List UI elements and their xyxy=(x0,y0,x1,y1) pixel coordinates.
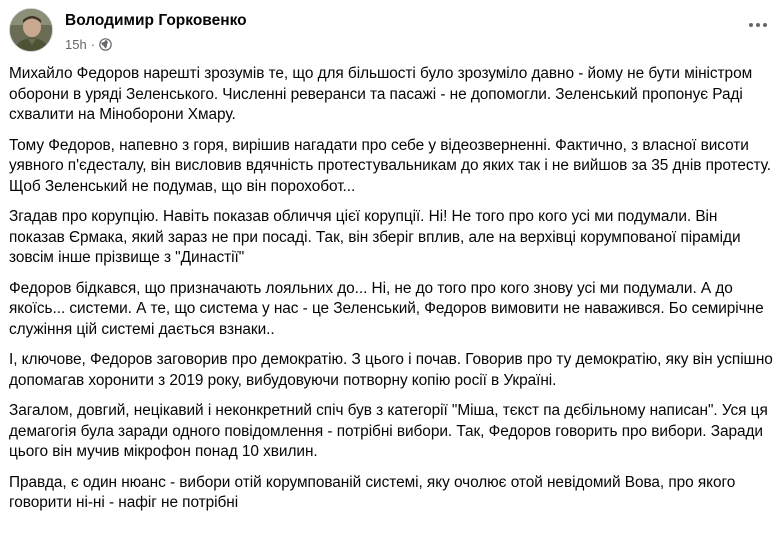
post-paragraph: Тому Федоров, напевно з горя, вирішив нагадати про себе у відеозверненні. Фактично, з власної висоти уявного п'єдесталу, він висловив вдячність протестувальникам до яких так і не вийшов за 35 днів протесту. Щоб Зеленський не подумав, що він порохобот... xyxy=(9,136,772,195)
more-dot xyxy=(763,23,767,27)
more-options-button[interactable] xyxy=(745,16,771,34)
author-name[interactable]: Володимир Горковенко xyxy=(65,12,247,29)
more-dot xyxy=(749,23,753,27)
meta-separator: · xyxy=(90,36,96,52)
post-meta xyxy=(65,35,112,53)
globe-icon xyxy=(99,38,112,51)
post-header xyxy=(9,8,771,58)
avatar-photo xyxy=(10,9,53,52)
more-dot xyxy=(756,23,760,27)
post-paragraph: І, ключове, Федоров заговорив про демократію. З цього і почав. Говорив про ту демократію, яку він успішно допомагав хоронити з 2019 року, вибудовуючи потворну копію росії в Україні. xyxy=(9,351,773,389)
post-paragraph: Згадав про корупцію. Навіть показав обличчя цієї корупції. Ні! Не того про кого усі ми подумали. Він показав Єрмака, який зараз не при посаді. Так, він зберіг вплив, але на верхівці корумпованої піраміди зовсім інше прізвище з "Династії" xyxy=(9,208,741,266)
post-paragraph: Федоров бідкався, що призначають лояльних до... Ні, не до того про кого знову усі ми подумали. А до якоїсь... системи. А те, що система у нас - це Зеленський, Федоров вимовити не наважився. Бо семирічне служіння цій системі дається взнаки.. xyxy=(9,279,764,338)
post-paragraph: Михайло Федоров нарешті зрозумів те, що для більшості було зрозуміло давно - йому не бути міністром оборони в уряді Зеленського. Численні реверанси та пасажі - не допомогли. Зеленський пропонує Раді схвалити на Міноборони Хмару. xyxy=(9,65,753,123)
post-body xyxy=(9,64,777,524)
post-paragraph: Правда, є один нюанс - вибори отій корумпованій системі, яку очолює отой невідомий Вова, про якого говорити ні-ні - нафіг не потрібні xyxy=(9,473,736,511)
post-paragraph: Загалом, довгий, нецікавий і неконкретний спіч був з категорії "Міша, тєкст па дєбільному написан". Уся ця демагогія була заради одного повідомлення - потрібні вибори. Так, Федоров говорить про вибори. Заради цього він мучив мікрофон понад 10 хвилин. xyxy=(9,402,768,460)
post-timestamp[interactable]: 15h xyxy=(65,36,87,52)
author-avatar[interactable] xyxy=(9,8,53,52)
